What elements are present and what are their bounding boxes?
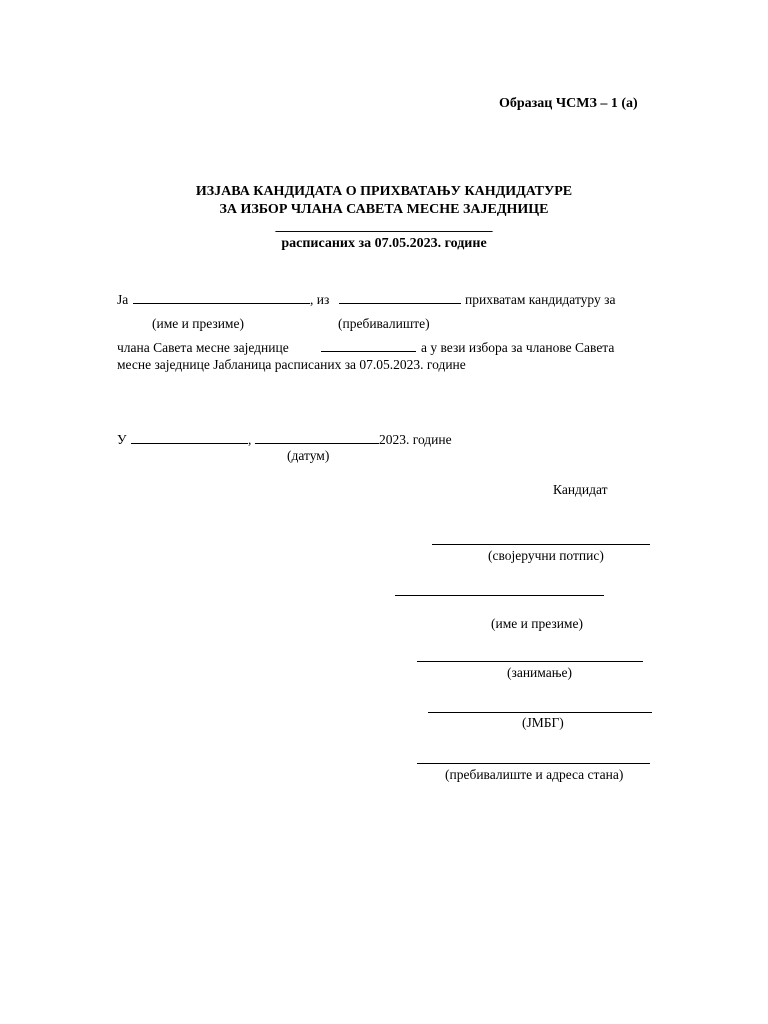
signature-field-line[interactable] bbox=[432, 544, 650, 545]
statement-election-text: а у вези избора за чланове Савета bbox=[421, 340, 615, 355]
hint-residence: (пребивалиште) bbox=[338, 316, 430, 331]
candidate-label: Кандидат bbox=[553, 482, 608, 497]
candidate-name-field-line[interactable] bbox=[395, 595, 604, 596]
residence-field-line[interactable] bbox=[339, 303, 461, 304]
jmbg-field-line[interactable] bbox=[428, 712, 652, 713]
place-prefix-label: У bbox=[117, 432, 127, 447]
statement-council-text: члана Савета месне заједнице bbox=[117, 340, 289, 355]
year-suffix: 2023. године bbox=[379, 432, 452, 447]
name-field-line[interactable] bbox=[133, 303, 310, 304]
hint-address: (пребивалиште и адреса стана) bbox=[445, 767, 624, 782]
statement-from-label: , из bbox=[310, 292, 330, 307]
hint-occupation: (занимање) bbox=[507, 665, 572, 680]
address-field-line[interactable] bbox=[417, 763, 650, 764]
statement-accept-text: прихватам кандидатуру за bbox=[465, 292, 616, 307]
statement-community-text: месне заједнице Јабланица расписаних за 07.05.2023. године bbox=[117, 357, 466, 372]
title-line-1: ИЗЈАВА КАНДИДАТА О ПРИХВАТАЊУ КАНДИДАТУРЕ bbox=[195, 184, 573, 199]
community-field-line[interactable] bbox=[321, 351, 416, 352]
statement-ja-label: Ја bbox=[117, 292, 129, 307]
form-code: Образац ЧСМЗ – 1 (а) bbox=[499, 96, 638, 111]
hint-signature: (својеручни потпис) bbox=[488, 548, 604, 563]
title-line-4: расписаних за 07.05.2023. године bbox=[281, 236, 487, 251]
title-line-2: ЗА ИЗБОР ЧЛАНА САВЕТА МЕСНЕ ЗАЈЕДНИЦЕ bbox=[219, 202, 549, 217]
hint-name: (име и презиме) bbox=[152, 316, 244, 331]
date-field-line[interactable] bbox=[255, 443, 379, 444]
title-blank-line: _______________________________ bbox=[275, 219, 493, 234]
hint-date: (датум) bbox=[287, 448, 330, 463]
place-date-separator: , bbox=[248, 432, 252, 447]
occupation-field-line[interactable] bbox=[417, 661, 643, 662]
hint-jmbg: (ЈМБГ) bbox=[522, 715, 564, 730]
hint-candidate-name: (име и презиме) bbox=[491, 616, 583, 631]
place-field-line[interactable] bbox=[131, 443, 248, 444]
